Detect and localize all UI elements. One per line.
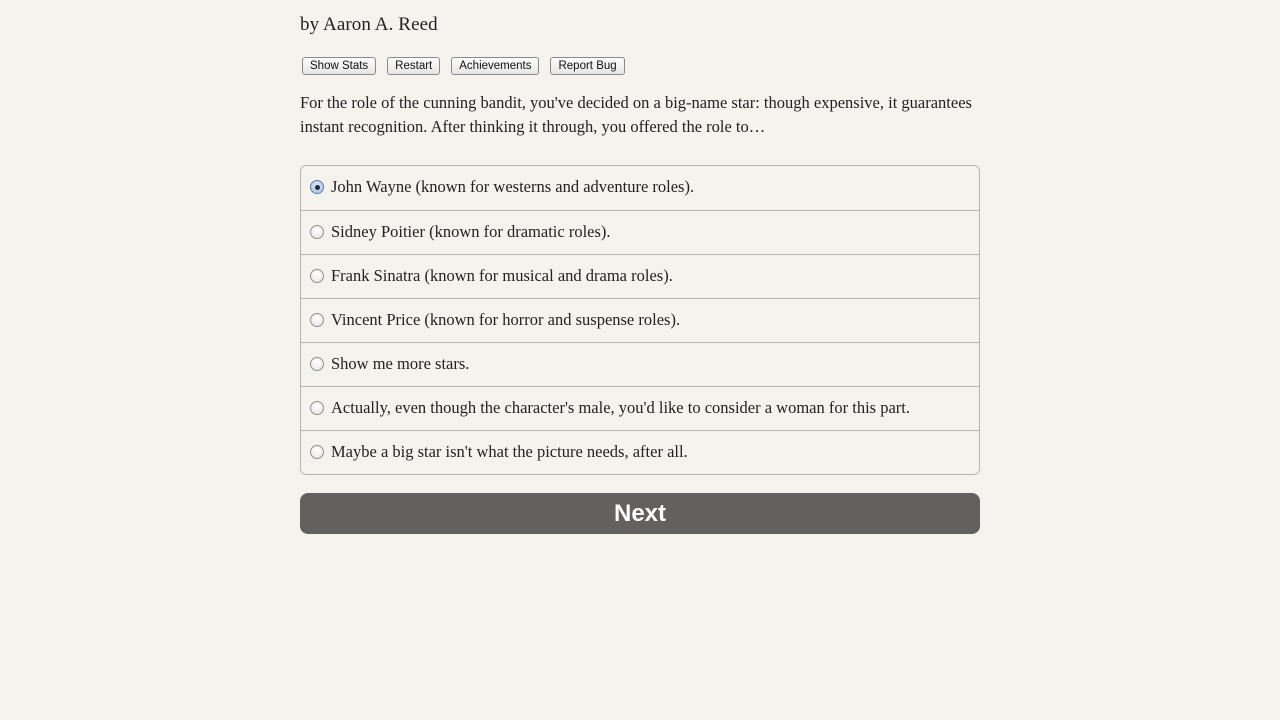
achievements-button[interactable]: Achievements [451,57,539,75]
toolbar [302,57,625,75]
choice-option[interactable] [301,430,979,474]
choice-option[interactable] [301,342,979,386]
choice-option[interactable] [301,386,979,430]
choice-label: Actually, even though the character's male, you'd like to consider a woman for this part. [331,398,910,417]
choice-label: Maybe a big star isn't what the picture needs, after all. [331,442,688,461]
choice-option[interactable] [301,166,979,210]
next-button[interactable]: Next [300,493,980,534]
choice-label: John Wayne (known for westerns and adventure roles). [331,177,695,196]
choice-label: Vincent Price (known for horror and suspense roles). [331,310,681,329]
choice-label: Show me more stars. [331,354,470,373]
choice-label: Sidney Poitier (known for dramatic roles). [331,222,611,241]
radio-button-2[interactable] [310,269,324,283]
radio-button-3[interactable] [310,313,324,327]
choice-label: Frank Sinatra (known for musical and drama roles). [331,266,673,285]
report-bug-button[interactable]: Report Bug [550,57,624,75]
author-byline: by Aaron A. Reed [300,14,438,35]
story-text: For the role of the cunning bandit, you've decided on a big-name star: though expensive, it guarantees instant recognition. After thinking it through, you offered the role to… [300,93,972,136]
restart-button[interactable]: Restart [387,57,440,75]
choice-list [300,165,980,475]
radio-button-1[interactable] [310,225,324,239]
choice-option[interactable] [301,298,979,342]
radio-button-6[interactable] [310,445,324,459]
radio-dot [315,185,320,190]
choice-option[interactable] [301,254,979,298]
show-stats-button[interactable]: Show Stats [302,57,376,75]
choice-option[interactable] [301,210,979,254]
radio-button-5[interactable] [310,401,324,415]
radio-button-0[interactable] [310,180,324,194]
radio-button-4[interactable] [310,357,324,371]
